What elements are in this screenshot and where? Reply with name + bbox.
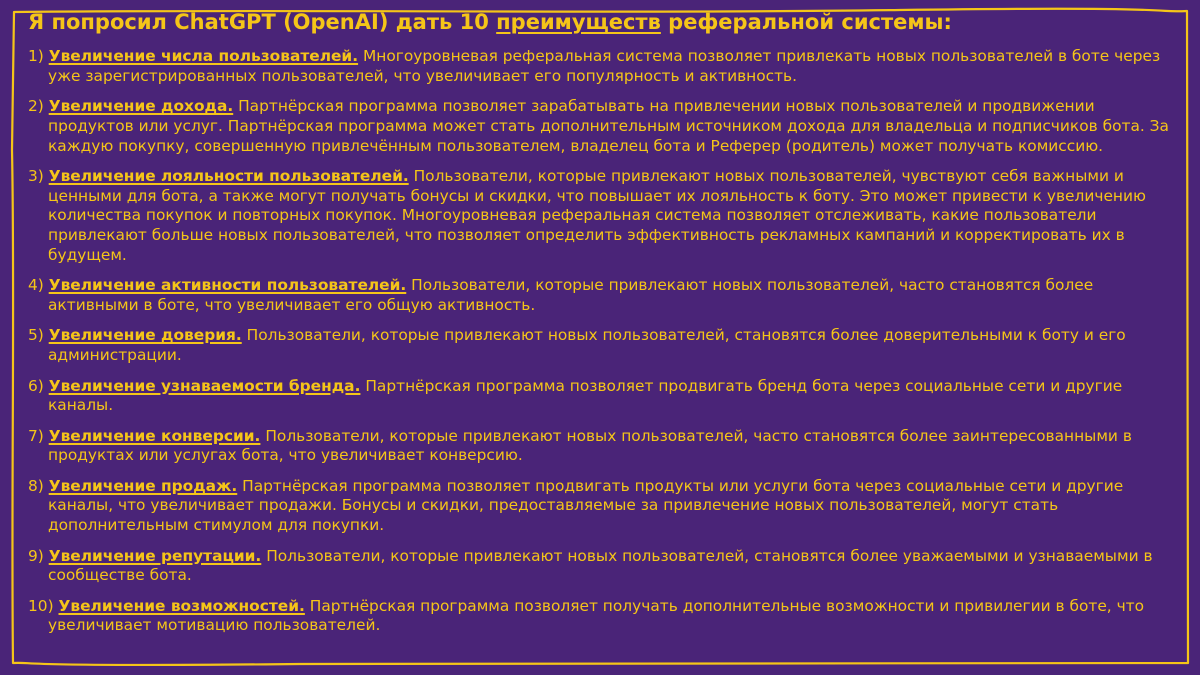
item-text: Партнёрская программа позволяет зарабатывать на привлечении новых пользователей и продвижении продуктов или услуг. Партнёрская программа может стать дополнительным источником дохода для владельца и подписчиков бота. За каждую покупку, совершенную привлечённым пользователем, владелец бота и Реферер (родитель) может получать комиссию. (48, 97, 1169, 155)
page-title (28, 10, 1180, 35)
document-body (28, 10, 1180, 647)
item-number: 2) (28, 97, 44, 116)
item-heading: Увеличение узнаваемости бренда. (48, 376, 361, 395)
list-item (28, 427, 1180, 466)
item-text: Многоуровневая реферальная система позволяет привлекать новых пользователей в боте через уже зарегистрированных пользователей, что увеличивает его популярность и активность. (48, 47, 1161, 85)
list-item (28, 167, 1180, 265)
item-text: Пользователи, которые привлекают новых пользователей, часто становятся более активными в боте, что увеличивает его общую активность. (48, 276, 1094, 314)
item-number: 10) (28, 596, 54, 615)
item-number: 7) (28, 426, 44, 445)
list-item (28, 276, 1180, 315)
item-text: Пользователи, которые привлекают новых пользователей, чувствуют себя важными и ценными для бота, а также могут получать бонусы и скидки, что повышает их лояльность к боту. Это может привести к увеличению количества покупок и повторных покупок. Многоуровневая реферальная система позволяет отслеживать, какие пользователи привлекают больше новых пользователей, что позволяет определить эффективность рекламных кампаний и корректировать их в будущем. (48, 167, 1146, 264)
item-heading: Увеличение дохода. (48, 97, 234, 116)
item-heading: Увеличение продаж. (48, 476, 238, 495)
item-heading: Увеличение конверсии. (48, 426, 261, 445)
item-number: 3) (28, 167, 44, 186)
item-text: Партнёрская программа позволяет продвигать продукты или услуги бота через социальные сети и другие каналы, что увеличивает продажи. Бонусы и скидки, предоставляемые за привлечение новых пользователей, могут стать дополнительным стимулом для покупки. (48, 476, 1124, 535)
item-number: 9) (28, 546, 44, 565)
item-number: 6) (28, 376, 44, 395)
item-text: Пользователи, которые привлекают новых пользователей, становятся более уважаемыми и узнаваемыми в сообществе бота. (48, 546, 1153, 585)
list-item (28, 326, 1180, 365)
list-item (28, 97, 1180, 156)
item-heading: Увеличение числа пользователей. (48, 47, 359, 66)
item-number: 5) (28, 326, 44, 345)
item-heading: Увеличение доверия. (48, 326, 242, 345)
list-item (28, 547, 1180, 586)
item-heading: Увеличение лояльности пользователей. (48, 167, 409, 186)
title-before: Я попросил ChatGPT (OpenAI) дать 10 (28, 10, 497, 34)
item-number: 8) (28, 476, 44, 495)
list-item (28, 47, 1180, 86)
advantages-list (28, 47, 1180, 636)
list-item (28, 377, 1180, 416)
item-text: Партнёрская программа позволяет получать дополнительные возможности и привилегии в боте, что увеличивает мотивацию пользователей. (48, 596, 1145, 635)
item-heading: Увеличение возможностей. (58, 596, 305, 615)
list-item (28, 597, 1180, 636)
item-heading: Увеличение активности пользователей. (48, 276, 407, 295)
item-text: Пользователи, которые привлекают новых пользователей, становятся более доверительными к боту и его администрации. (48, 326, 1126, 364)
list-item (28, 477, 1180, 536)
item-number: 1) (28, 47, 44, 66)
item-heading: Увеличение репутации. (48, 546, 262, 565)
item-text: Партнёрская программа позволяет продвигать бренд бота через социальные сети и другие каналы. (48, 376, 1123, 415)
item-text: Пользователи, которые привлекают новых пользователей, часто становятся более заинтересованными в продуктах или услугах бота, что увеличивает конверсию. (48, 426, 1132, 465)
title-after: реферальной системы: (660, 10, 952, 34)
title-underlined: преимуществ (496, 10, 661, 34)
item-number: 4) (28, 276, 44, 295)
